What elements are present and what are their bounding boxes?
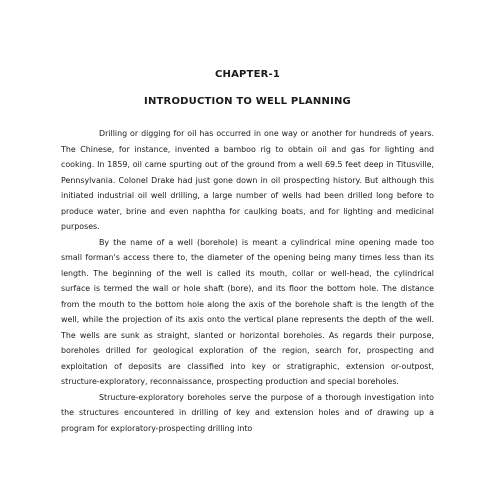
paragraph-3: Structure-exploratory boreholes serve the purpose of a thorough investigation into the structures encountered in drilling of key and extension holes and of drawing up a program for exploratory-prospecting drilling into <box>61 392 434 433</box>
chapter-heading: CHAPTER-1 <box>214 69 281 80</box>
body-text <box>61 126 434 436</box>
paragraph-2: By the name of a well (borehole) is meant a cylindrical mine opening made too small forman's access there to, the diameter of the opening being many times less than its length. The beginning of the well is called its mouth, collar or well-head, the cylindrical surface is termed the wall or hole shaft (bore), and its floor the bottom hole. The distance from the mouth to the bottom hole along the axis of the borehole shaft is the length of the well, while the projection of its axis onto the vertical plane represents the depth of the well. The wells are sunk as straight, slanted or horizontal boreholes. As regards their purpose, boreholes drilled for geological exploration of the region, search for, prospecting and exploitation of deposits are classified into key or stratigraphic, extension or-outpost, structure-exploratory, reconnaissance, prospecting production and special boreholes. <box>61 237 434 386</box>
paragraph-1: Drilling or digging for oil has occurred in one way or another for hundreds of years. The Chinese, for instance, invented a bamboo rig to obtain oil and gas for lighting and cooking. In 1859, oil came spurting out of the ground from a well 69.5 feet deep in Titusville, Pennsylvania. Colonel Drake had just gone down in oil prospecting history. But although this initiated industrial oil well drilling, a large number of wells had been drilled long before to produce water, brine and even naphtha for caulking boats, and for lighting and medicinal purposes. <box>61 129 434 231</box>
chapter-title: INTRODUCTION TO WELL PLANNING <box>144 96 351 107</box>
